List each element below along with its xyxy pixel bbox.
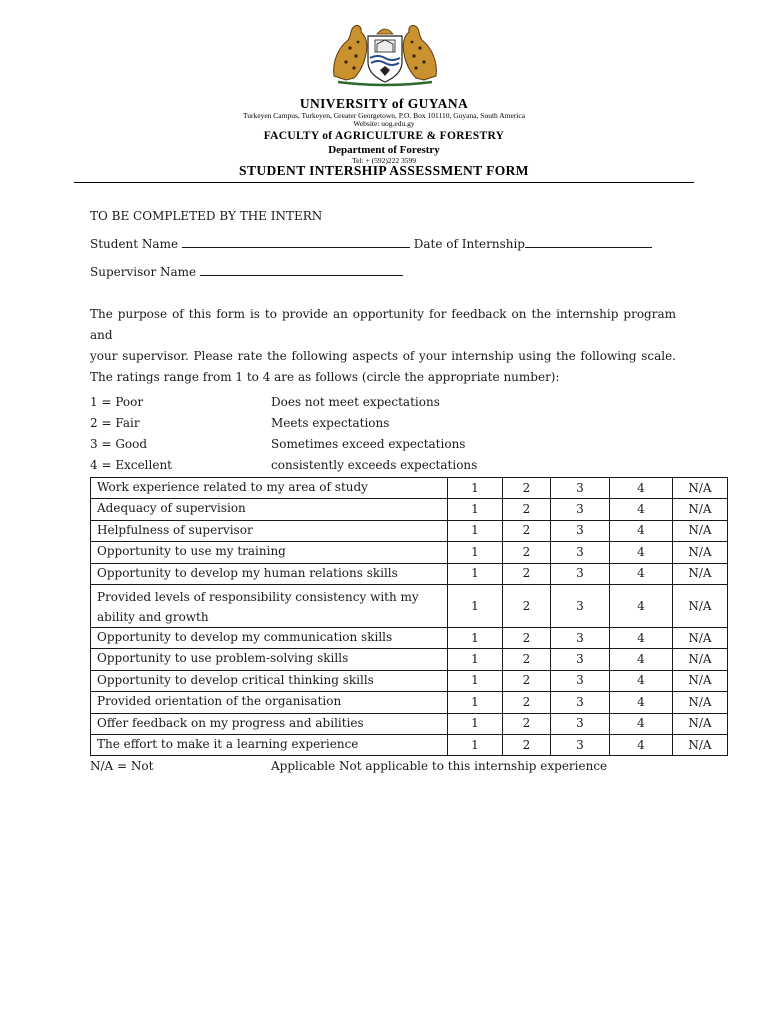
rating-row <box>91 478 728 499</box>
rating-option-2[interactable]: 2 <box>503 542 551 563</box>
rating-option-na[interactable]: N/A <box>673 478 728 499</box>
header-divider <box>74 182 694 183</box>
rating-option-na[interactable]: N/A <box>673 563 728 584</box>
rating-option-na[interactable]: N/A <box>673 627 728 648</box>
rating-option-2[interactable]: 2 <box>503 563 551 584</box>
criterion-label <box>91 692 448 713</box>
rating-option-na[interactable]: N/A <box>673 692 728 713</box>
rating-option-1[interactable]: 1 <box>448 478 503 499</box>
rating-option-1[interactable]: 1 <box>448 499 503 520</box>
student-name-label: Student Name <box>90 237 179 251</box>
rating-option-1[interactable]: 1 <box>448 563 503 584</box>
rating-option-4[interactable]: 4 <box>610 478 673 499</box>
criterion-text: Opportunity to use problem-solving skills <box>97 651 349 666</box>
criterion-label <box>91 670 448 691</box>
criterion-label <box>91 542 448 563</box>
student-name-row <box>90 237 652 251</box>
rating-option-1[interactable]: 1 <box>448 713 503 734</box>
criterion-label <box>91 563 448 584</box>
rating-option-1[interactable]: 1 <box>448 670 503 691</box>
rating-row <box>91 713 728 734</box>
criterion-label <box>91 499 448 520</box>
criterion-text: Opportunity to develop my communication skills <box>97 629 393 644</box>
criterion-label <box>91 478 448 499</box>
date-of-internship-field[interactable] <box>525 237 652 248</box>
rating-option-3[interactable]: 3 <box>551 478 610 499</box>
footnote-left: N/A = Not <box>90 759 154 773</box>
rating-option-3[interactable]: 3 <box>551 563 610 584</box>
criterion-label <box>91 584 448 627</box>
rating-option-3[interactable]: 3 <box>551 584 610 627</box>
rating-option-3[interactable]: 3 <box>551 734 610 755</box>
rating-row <box>91 520 728 541</box>
criterion-label <box>91 627 448 648</box>
rating-option-1[interactable]: 1 <box>448 584 503 627</box>
rating-option-4[interactable]: 4 <box>610 520 673 541</box>
rating-option-2[interactable]: 2 <box>503 499 551 520</box>
supervisor-name-label: Supervisor Name <box>90 265 197 279</box>
scale-label: 2 = Fair <box>90 416 140 430</box>
rating-option-2[interactable]: 2 <box>503 670 551 691</box>
university-website: Website: uog.edu.gy <box>353 119 415 128</box>
rating-option-3[interactable]: 3 <box>551 627 610 648</box>
rating-option-2[interactable]: 2 <box>503 713 551 734</box>
faculty-name: FACULTY of AGRICULTURE & FORESTRY <box>263 130 505 142</box>
rating-option-2[interactable]: 2 <box>503 520 551 541</box>
rating-row <box>91 734 728 755</box>
criterion-label <box>91 713 448 734</box>
supervisor-name-row <box>90 265 403 279</box>
scale-description: Sometimes exceed expectations <box>271 437 466 451</box>
rating-option-2[interactable]: 2 <box>503 627 551 648</box>
form-title: STUDENT INTERSHIP ASSESSMENT FORM <box>239 163 529 178</box>
intro-line-2: your supervisor. Please rate the following aspects of your internship using the following scale. <box>90 349 676 363</box>
criterion-label <box>91 734 448 755</box>
rating-option-3[interactable]: 3 <box>551 713 610 734</box>
rating-option-na[interactable]: N/A <box>673 713 728 734</box>
rating-option-4[interactable]: 4 <box>610 563 673 584</box>
rating-row <box>91 670 728 691</box>
intro-line-3: The ratings range from 1 to 4 are as follows (circle the appropriate number): <box>90 370 560 384</box>
rating-option-1[interactable]: 1 <box>448 520 503 541</box>
rating-option-3[interactable]: 3 <box>551 649 610 670</box>
rating-option-3[interactable]: 3 <box>551 670 610 691</box>
scale-row <box>90 458 478 472</box>
criterion-text: Opportunity to develop my human relations skills <box>97 565 398 580</box>
scale-label: 4 = Excellent <box>90 458 172 472</box>
rating-option-4[interactable]: 4 <box>610 499 673 520</box>
criterion-label <box>91 520 448 541</box>
rating-row <box>91 499 728 520</box>
criterion-text-continued: ability and growth <box>97 609 209 624</box>
rating-row <box>91 584 728 627</box>
footnote-right: Applicable Not applicable to this internship experience <box>271 759 608 773</box>
intern-instruction: TO BE COMPLETED BY THE INTERN <box>90 209 323 223</box>
intro-line-1: The purpose of this form is to provide an opportunity for feedback on the internship program and <box>90 307 676 342</box>
student-name-field[interactable] <box>182 237 410 248</box>
rating-option-1[interactable]: 1 <box>448 542 503 563</box>
rating-option-na[interactable]: N/A <box>673 649 728 670</box>
rating-option-4[interactable]: 4 <box>610 584 673 627</box>
criterion-text: The effort to make it a learning experience <box>97 736 359 751</box>
scale-description: Meets expectations <box>271 416 390 430</box>
rating-option-4[interactable]: 4 <box>610 649 673 670</box>
rating-option-2[interactable]: 2 <box>503 734 551 755</box>
rating-row <box>91 563 728 584</box>
criterion-text: Adequacy of supervision <box>97 501 246 516</box>
university-address: Turkeyen Campus, Turkeyen, Greater Georgetown, P.O. Box 101110, Guyana, South America <box>242 111 526 120</box>
rating-option-na[interactable]: N/A <box>673 499 728 520</box>
scale-description: Does not meet expectations <box>271 395 440 409</box>
rating-row <box>91 627 728 648</box>
rating-option-na[interactable]: N/A <box>673 734 728 755</box>
rating-option-4[interactable]: 4 <box>610 692 673 713</box>
rating-option-2[interactable]: 2 <box>503 649 551 670</box>
telephone: Tel: + (592)222 3599 <box>352 156 416 165</box>
intro-paragraph <box>90 304 676 388</box>
rating-option-2[interactable]: 2 <box>503 584 551 627</box>
department-name: Department of Forestry <box>328 144 440 156</box>
rating-option-1[interactable]: 1 <box>448 649 503 670</box>
rating-option-1[interactable]: 1 <box>448 734 503 755</box>
rating-row <box>91 692 728 713</box>
rating-option-1[interactable]: 1 <box>448 692 503 713</box>
criterion-label <box>91 649 448 670</box>
rating-option-4[interactable]: 4 <box>610 627 673 648</box>
date-of-internship-label: Date of Internship <box>413 237 525 251</box>
university-crest-logo <box>328 18 442 88</box>
supervisor-name-field[interactable] <box>200 265 403 276</box>
rating-option-3[interactable]: 3 <box>551 499 610 520</box>
criterion-text: Work experience related to my area of study <box>97 480 368 494</box>
rating-option-4[interactable]: 4 <box>610 542 673 563</box>
scale-row <box>90 395 440 409</box>
criterion-text: Opportunity to develop critical thinking skills <box>97 672 374 687</box>
rating-row <box>91 542 728 563</box>
scale-label: 1 = Poor <box>90 395 144 409</box>
rating-option-3[interactable]: 3 <box>551 542 610 563</box>
rating-option-4[interactable]: 4 <box>610 734 673 755</box>
scale-description: consistently exceeds expectations <box>271 458 478 472</box>
criterion-text: Offer feedback on my progress and abilities <box>97 715 364 730</box>
university-name: UNIVERSITY of GUYANA <box>299 96 469 111</box>
rating-option-na[interactable]: N/A <box>673 542 728 563</box>
rating-option-4[interactable]: 4 <box>610 670 673 691</box>
rating-option-na[interactable]: N/A <box>673 670 728 691</box>
criterion-text: Opportunity to use my training <box>97 544 286 559</box>
rating-option-1[interactable]: 1 <box>448 627 503 648</box>
na-footnote <box>90 759 608 773</box>
rating-table <box>90 477 728 756</box>
rating-row <box>91 649 728 670</box>
scale-label: 3 = Good <box>90 437 148 451</box>
scale-row <box>90 416 390 430</box>
rating-option-na[interactable]: N/A <box>673 584 728 627</box>
rating-option-3[interactable]: 3 <box>551 692 610 713</box>
rating-option-2[interactable]: 2 <box>503 692 551 713</box>
rating-option-4[interactable]: 4 <box>610 713 673 734</box>
criterion-text: Helpfulness of supervisor <box>97 522 253 537</box>
rating-option-3[interactable]: 3 <box>551 520 610 541</box>
rating-option-2[interactable]: 2 <box>503 478 551 499</box>
criterion-text: Provided orientation of the organisation <box>97 694 342 709</box>
criterion-text: Provided levels of responsibility consistency with my <box>97 589 419 604</box>
scale-row <box>90 437 466 451</box>
rating-option-na[interactable]: N/A <box>673 520 728 541</box>
